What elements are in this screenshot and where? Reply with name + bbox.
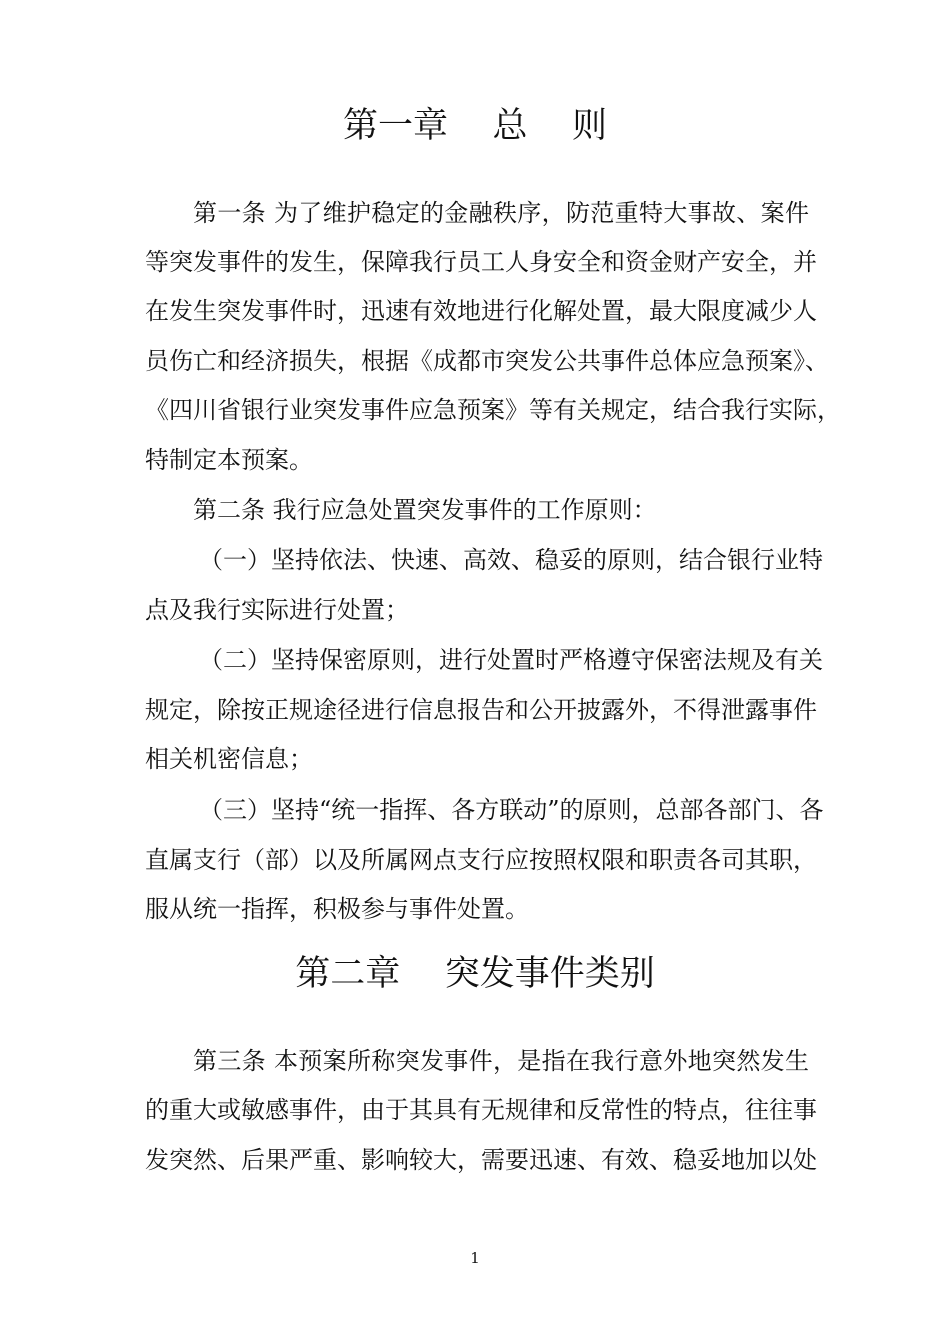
principle-3-line: 直属支行（部）以及所属网点支行应按照权限和职责各司其职，: [145, 846, 817, 874]
page-number: 1: [470, 1249, 480, 1267]
article-1-line: 特制定本预案。: [145, 446, 313, 474]
principle-1-line: （一）坚持依法、快速、高效、稳妥的原则，结合银行业特: [199, 546, 823, 574]
principle-1-line: 点及我行实际进行处置；: [145, 596, 409, 624]
article-2-line: 第二条 我行应急处置突发事件的工作原则：: [193, 496, 657, 524]
principle-2-line: （二）坚持保密原则，进行处置时严格遵守保密法规及有关: [199, 646, 823, 674]
principle-2-line: 规定，除按正规途径进行信息报告和公开披露外，不得泄露事件: [145, 696, 817, 724]
article-1-line: 等突发事件的发生，保障我行员工人身安全和资金财产安全，并: [145, 248, 817, 276]
article-3-line: 发突然、后果严重、影响较大，需要迅速、有效、稳妥地加以处: [145, 1146, 817, 1174]
article-1-line: 员伤亡和经济损失，根据《成都市突发公共事件总体应急预案》、: [145, 347, 829, 375]
article-3-line: 第三条 本预案所称突发事件，是指在我行意外地突然发生: [193, 1047, 809, 1075]
article-3-line: 的重大或敏感事件，由于其具有无规律和反常性的特点，往往事: [145, 1096, 817, 1124]
chapter-1-title: 第一章 总 则: [342, 106, 607, 146]
principle-3-line: （三）坚持“统一指挥、各方联动”的原则，总部各部门、各: [199, 796, 824, 824]
chapter-2-title: 第二章 突发事件类别: [295, 954, 655, 994]
article-1-line: 《四川省银行业突发事件应急预案》等有关规定，结合我行实际，: [145, 396, 841, 424]
article-1-line: 在发生突发事件时，迅速有效地进行化解处置，最大限度减少人: [145, 297, 817, 325]
article-1-line: 第一条 为了维护稳定的金融秩序，防范重特大事故、案件: [193, 199, 809, 227]
principle-3-line: 服从统一指挥，积极参与事件处置。: [145, 895, 529, 923]
principle-2-line: 相关机密信息；: [145, 745, 313, 773]
